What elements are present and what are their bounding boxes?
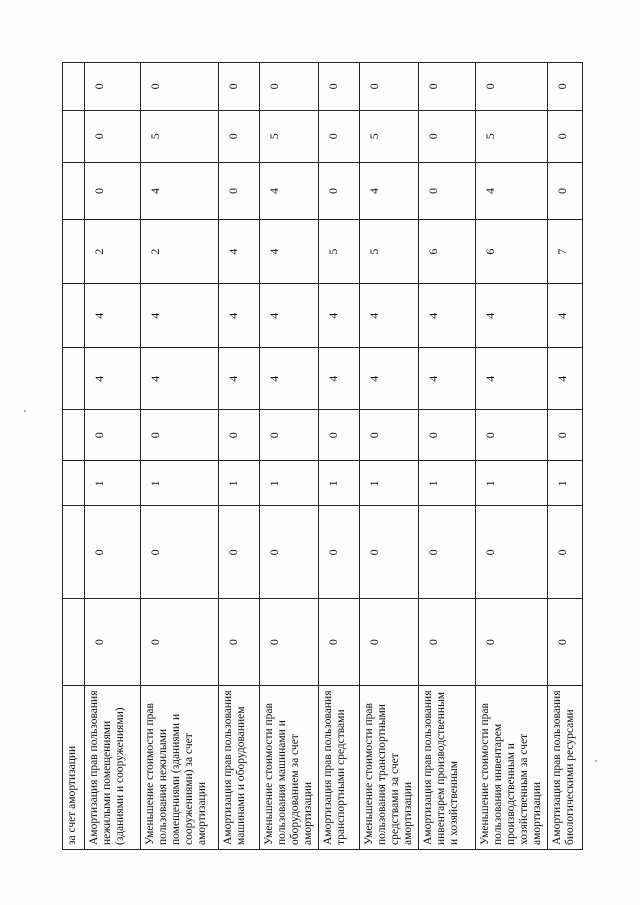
table-cell: 1 [548,461,583,506]
row-label: Уменьшение стоимости прав пользования нежилыми помещениями (зданиями и сооружениями) за счет амортизации [141,685,219,849]
table-cell: 0 [476,63,548,111]
table-cell: 0 [219,599,260,686]
table-cell: 0 [85,506,141,599]
table-cell: 4 [360,162,419,219]
table-cell [63,162,85,219]
table-cell: 0 [419,506,476,599]
table-cell: 5 [360,219,419,283]
table-cell [63,599,85,686]
table-row [360,63,419,850]
rotated-table-container [62,62,577,850]
table-cell: 4 [476,348,548,410]
table-cell: 0 [548,63,583,111]
table-cell: 4 [260,162,319,219]
table-row [219,63,260,850]
table-cell: 0 [85,599,141,686]
table-cell: 2 [85,219,141,283]
scan-speck [24,410,26,412]
table-cell: 4 [476,162,548,219]
table-cell: 4 [85,348,141,410]
table-cell: 1 [141,461,219,506]
table-cell: 4 [219,284,260,348]
table-cell: 0 [419,110,476,162]
table-cell: 0 [85,410,141,461]
table-cell: 4 [219,348,260,410]
table-cell: 0 [141,410,219,461]
table-cell: 4 [319,348,360,410]
amortization-table [62,62,583,850]
table-row [319,63,360,850]
table-cell: 1 [219,461,260,506]
table-cell: 0 [548,410,583,461]
table-cell: 0 [219,110,260,162]
row-label: Уменьшение стоимости прав пользования транспортными средствами за счет амортизации [360,685,419,849]
table-cell: 0 [419,63,476,111]
table-cell: 4 [476,284,548,348]
table-cell: 0 [476,599,548,686]
scan-speck [595,760,597,762]
table-cell: 4 [360,348,419,410]
table-cell: 4 [260,284,319,348]
table-cell: 0 [360,506,419,599]
row-label: Амортизация прав пользования биологическими ресурсами [548,685,583,849]
table-cell: 0 [360,63,419,111]
table-cell: 1 [260,461,319,506]
table-cell: 0 [260,506,319,599]
table-cell: 6 [419,219,476,283]
table-cell: 0 [85,63,141,111]
table-cell: 0 [219,162,260,219]
table-cell: 0 [319,110,360,162]
table-row [260,63,319,850]
table-cell: 0 [219,410,260,461]
table-cell: 0 [419,599,476,686]
table-cell: 0 [419,410,476,461]
table-cell [63,410,85,461]
table-cell [63,63,85,111]
table-cell: 4 [319,284,360,348]
table-cell [63,219,85,283]
table-cell [63,284,85,348]
table-cell: 0 [548,162,583,219]
table-cell: 0 [141,506,219,599]
table-cell [63,506,85,599]
table-cell: 0 [319,506,360,599]
table-cell: 4 [548,284,583,348]
table-cell: 4 [141,284,219,348]
table-cell: 4 [419,284,476,348]
table-cell: 4 [260,219,319,283]
table-cell: 0 [260,599,319,686]
table-cell: 5 [360,110,419,162]
row-label: Амортизация прав пользования инвентарем производственным и хозяйственным [419,685,476,849]
table-cell: 0 [476,506,548,599]
table-cell: 0 [141,599,219,686]
table-cell: 4 [548,348,583,410]
table-row [63,63,85,850]
table-cell: 0 [219,63,260,111]
table-row [419,63,476,850]
table-cell: 4 [141,162,219,219]
row-label: Амортизация прав пользования нежилыми помещениями (зданиями и сооружениями) [85,685,141,849]
table-cell [63,110,85,162]
table-cell: 0 [319,599,360,686]
table-cell: 0 [319,63,360,111]
table-row [141,63,219,850]
table-cell: 1 [360,461,419,506]
table-cell: 1 [476,461,548,506]
table-row [476,63,548,850]
table-body [63,63,583,850]
table-cell: 5 [141,110,219,162]
row-label: Уменьшение стоимости прав пользования машинами и оборудованием за счет амортизации [260,685,319,849]
table-cell: 0 [260,63,319,111]
table-cell: 2 [141,219,219,283]
table-cell: 0 [548,599,583,686]
table-cell: 7 [548,219,583,283]
table-cell: 0 [548,110,583,162]
table-cell: 1 [85,461,141,506]
row-label: за счет амортизации [63,685,85,849]
table-cell: 4 [260,348,319,410]
table-cell: 5 [319,219,360,283]
table-cell: 0 [548,506,583,599]
table-cell [63,348,85,410]
table-cell: 4 [85,284,141,348]
table-cell: 0 [219,506,260,599]
table-cell: 0 [419,162,476,219]
table-cell: 0 [260,410,319,461]
table-cell: 4 [219,219,260,283]
table-cell: 5 [260,110,319,162]
table-cell: 4 [419,348,476,410]
table-cell: 0 [85,162,141,219]
table-cell: 0 [476,410,548,461]
table-cell: 0 [360,599,419,686]
row-label: Амортизация прав пользования транспортными средствами [319,685,360,849]
table-cell: 4 [360,284,419,348]
table-cell [63,461,85,506]
table-row [85,63,141,850]
table-cell: 0 [85,110,141,162]
table-row [548,63,583,850]
table-cell: 5 [476,110,548,162]
row-label: Уменьшение стоимости прав пользования инвентарем производственным и хозяйственным за счет амортизации [476,685,548,849]
table-cell: 6 [476,219,548,283]
table-cell: 4 [141,348,219,410]
row-label: Амортизация прав пользования машинами и оборудованием [219,685,260,849]
table-cell: 0 [141,63,219,111]
table-cell: 1 [419,461,476,506]
table-cell: 0 [319,410,360,461]
table-cell: 1 [319,461,360,506]
table-cell: 0 [319,162,360,219]
table-cell: 0 [360,410,419,461]
